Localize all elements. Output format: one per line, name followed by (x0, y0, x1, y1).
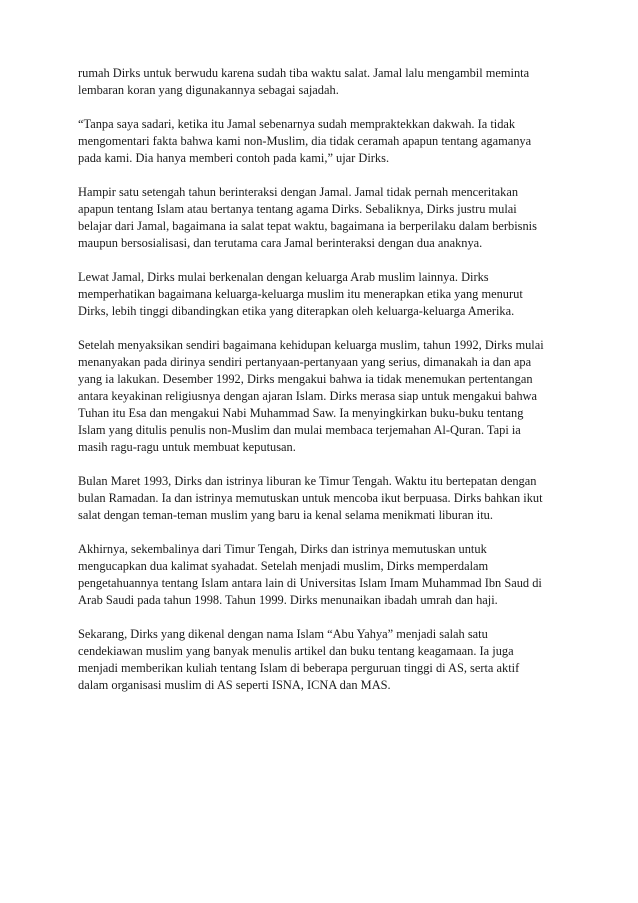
paragraph (78, 541, 568, 609)
paragraph (78, 116, 568, 167)
text-line: salat dengan teman-teman muslim yang baru ia kenal selama menikmati liburan itu. (78, 508, 493, 522)
paragraph (78, 65, 568, 99)
text-line: menanyakan pada dirinya sendiri pertanyaan-pertanyaan yang serius, dimanakah ia dan apa (78, 355, 532, 369)
text-line: “Tanpa saya sadari, ketika itu Jamal sebenarnya sudah mempraktekkan dakwah. Ia tidak (78, 117, 516, 131)
document-body (78, 65, 568, 711)
text-line: mengucapkan dua kalimat syahadat. Setelah menjadi muslim, Dirks memperdalam (78, 559, 489, 573)
text-line: belajar dari Jamal, bagaimana ia salat tepat waktu, bagaimana ia berperilaku dalam berbisnis (78, 219, 537, 233)
text-line: Hampir satu setengah tahun berinteraksi dengan Jamal. Jamal tidak pernah menceritakan (78, 185, 519, 199)
text-line: antara keyakinan religiusnya dengan ajaran Islam. Dirks merasa siap untuk mengakui bahwa (78, 389, 537, 403)
text-line: memperhatikan bagaimana keluarga-keluarga muslim itu menerapkan etika yang menurut (78, 287, 523, 301)
text-line: apapun tentang Islam atau bertanya tentang agama Dirks. Sebaliknya, Dirks justru mulai (78, 202, 517, 216)
text-line: pengetahuannya tentang Islam antara lain di Universitas Islam Imam Muhammad Ibn Saud di (78, 576, 542, 590)
text-line: bulan Ramadan. Ia dan istrinya memutuskan untuk mencoba ikut berpuasa. Dirks bahkan ikut (78, 491, 543, 505)
text-line: Setelah menyaksikan sendiri bagaimana kehidupan keluarga muslim, tahun 1992, Dirks mulai (78, 338, 544, 352)
paragraph (78, 626, 568, 694)
text-line: Arab Saudi pada tahun 1998. Tahun 1999. Dirks menunaikan ibadah umrah dan haji. (78, 593, 498, 607)
text-line: lembaran koran yang digunakannya sebagai sajadah. (78, 83, 339, 97)
paragraph (78, 184, 568, 252)
paragraph (78, 337, 568, 456)
paragraph (78, 269, 568, 320)
text-line: pada kami. Dia hanya memberi contoh pada kami,” ujar Dirks. (78, 151, 390, 165)
text-line: mengomentari fakta bahwa kami non-Muslim, dia tidak ceramah apapun tentang agamanya (78, 134, 532, 148)
text-line: Tuhan itu Esa dan mengakui Nabi Muhammad Saw. Ia menyingkirkan buku-buku tentang (78, 406, 524, 420)
text-line: Islam yang ditulis penulis non-Muslim dan mulai membaca terjemahan Al-Quran. Tapi ia (78, 423, 521, 437)
text-line: masih ragu-ragu untuk membuat keputusan. (78, 440, 296, 454)
text-line: menjadi memberikan kuliah tentang Islam di beberapa perguruan tinggi di AS, serta aktif (78, 661, 520, 675)
text-line: Bulan Maret 1993, Dirks dan istrinya liburan ke Timur Tengah. Waktu itu bertepatan dengan (78, 474, 537, 488)
text-line: Lewat Jamal, Dirks mulai berkenalan dengan keluarga Arab muslim lainnya. Dirks (78, 270, 489, 284)
paragraph (78, 473, 568, 524)
text-line: yang ia lakukan. Desember 1992, Dirks mengakui bahwa ia tidak menemukan pertentangan (78, 372, 533, 386)
text-line: maupun bersosialisasi, dan terutama cara Jamal berinteraksi dengan dua anaknya. (78, 236, 483, 250)
text-line: Akhirnya, sekembalinya dari Timur Tengah, Dirks dan istrinya memutuskan untuk (78, 542, 487, 556)
text-line: cendekiawan muslim yang banyak menulis artikel dan buku tentang keagamaan. Ia juga (78, 644, 514, 658)
text-line: dalam organisasi muslim di AS seperti ISNA, ICNA dan MAS. (78, 678, 391, 692)
text-line: rumah Dirks untuk berwudu karena sudah tiba waktu salat. Jamal lalu mengambil meminta (78, 66, 530, 80)
text-line: Sekarang, Dirks yang dikenal dengan nama Islam “Abu Yahya” menjadi salah satu (78, 627, 488, 641)
text-line: Dirks, lebih tinggi dibandingkan etika yang diterapkan oleh keluarga-keluarga Amerika. (78, 304, 515, 318)
